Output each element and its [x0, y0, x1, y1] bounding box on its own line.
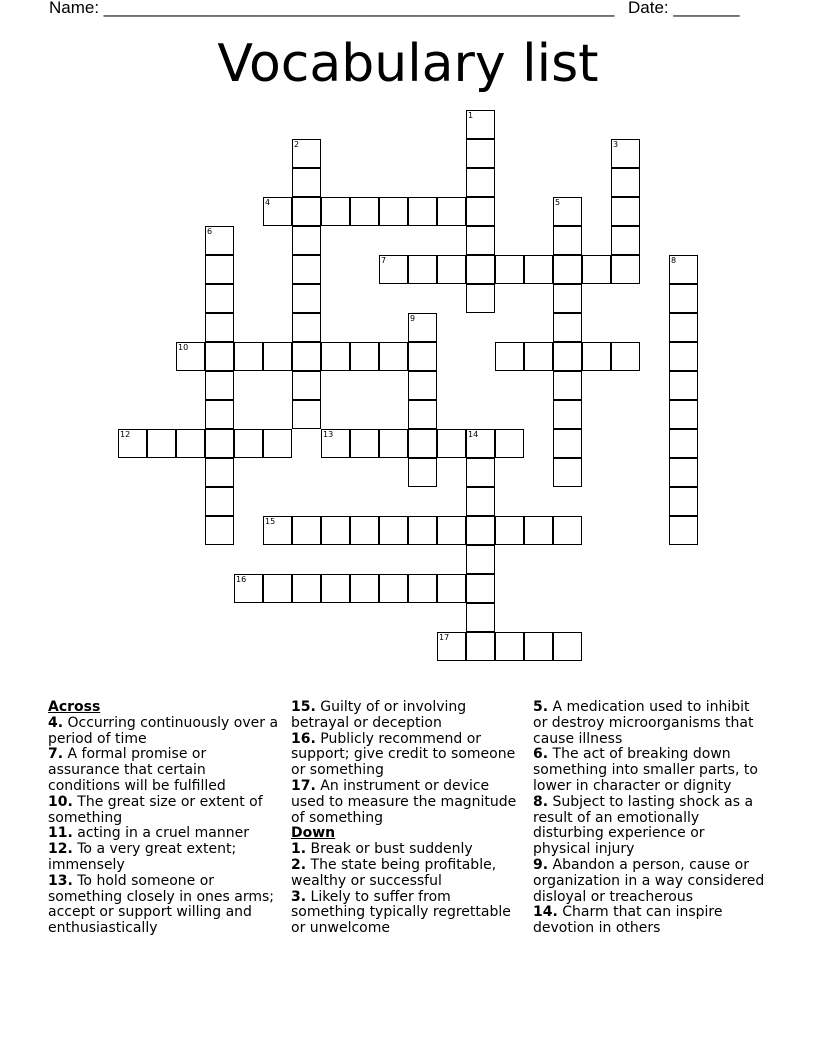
clue-number: 15 [265, 517, 276, 526]
grid-cell[interactable] [292, 139, 321, 168]
grid-cell[interactable] [205, 516, 234, 545]
grid-cell[interactable] [553, 400, 582, 429]
grid-cell[interactable] [466, 168, 495, 197]
grid-cell[interactable] [524, 516, 553, 545]
grid-cell[interactable] [466, 516, 495, 545]
grid-cell[interactable] [408, 458, 437, 487]
clue-down-9: 9. Abandon a person, cause or organization in a way considered disloyal or treacherous [533, 856, 765, 905]
grid-cell[interactable] [205, 313, 234, 342]
grid-cell[interactable] [408, 313, 437, 342]
grid-cell[interactable] [466, 110, 495, 139]
grid-cell[interactable] [205, 400, 234, 429]
grid-cell[interactable] [553, 458, 582, 487]
grid-cell[interactable] [205, 429, 234, 458]
grid-cell[interactable] [553, 342, 582, 371]
grid-cell[interactable] [292, 255, 321, 284]
down-heading: Down [291, 825, 336, 842]
grid-cell[interactable] [292, 574, 321, 603]
clue-number: 3 [613, 140, 619, 149]
grid-cell[interactable] [669, 255, 698, 284]
grid-cell[interactable] [205, 371, 234, 400]
clue-down-3: 3. Likely to suffer from something typically regrettable or unwelcome [291, 888, 511, 937]
grid-cell[interactable] [408, 197, 437, 226]
grid-cell[interactable] [553, 632, 582, 661]
grid-cell[interactable] [553, 429, 582, 458]
grid-cell[interactable] [524, 632, 553, 661]
grid-cell[interactable] [408, 342, 437, 371]
clue-across-17: 17. An instrument or device used to measure the magnitude of something [291, 777, 517, 826]
clue-number: 4 [265, 198, 271, 207]
grid-cell[interactable] [205, 458, 234, 487]
clue-number: 10 [178, 343, 189, 352]
grid-cell[interactable] [437, 574, 466, 603]
grid-cell[interactable] [437, 255, 466, 284]
grid-cell[interactable] [263, 574, 292, 603]
grid-cell[interactable] [437, 197, 466, 226]
clue-across-16: 16. Publicly recommend or support; give credit to someone or something [291, 730, 516, 779]
grid-cell[interactable] [205, 342, 234, 371]
clue-down-2: 2. The state being profitable, wealthy or successful [291, 856, 497, 889]
grid-cell[interactable] [466, 574, 495, 603]
grid-cell[interactable] [553, 313, 582, 342]
grid-cell[interactable] [379, 342, 408, 371]
grid-cell[interactable] [205, 487, 234, 516]
grid-cell[interactable] [495, 516, 524, 545]
clue-number: 16 [236, 575, 247, 584]
grid-cell[interactable] [408, 429, 437, 458]
grid-cell[interactable] [466, 487, 495, 516]
grid-cell[interactable] [437, 429, 466, 458]
clue-number: 17 [439, 633, 450, 642]
grid-cell[interactable] [321, 342, 350, 371]
grid-cell[interactable] [553, 226, 582, 255]
grid-cell[interactable] [408, 400, 437, 429]
grid-cell[interactable] [408, 255, 437, 284]
grid-cell[interactable] [350, 574, 379, 603]
grid-cell[interactable] [263, 342, 292, 371]
grid-cell[interactable] [553, 197, 582, 226]
page-title: Vocabulary list [217, 34, 599, 94]
grid-cell[interactable] [553, 255, 582, 284]
grid-cell[interactable] [669, 313, 698, 342]
grid-cell[interactable] [495, 255, 524, 284]
grid-cell[interactable] [582, 342, 611, 371]
clue-number: 8 [671, 256, 677, 265]
grid-cell[interactable] [292, 342, 321, 371]
clue-number: 5 [555, 198, 561, 207]
clue-down-1: 1. Break or bust suddenly [291, 841, 473, 858]
grid-cell[interactable] [466, 632, 495, 661]
clue-across-7: 7. A formal promise or assurance that certain conditions will be fulfilled [48, 746, 226, 794]
clue-number: 2 [294, 140, 300, 149]
grid-cell[interactable] [263, 197, 292, 226]
grid-cell[interactable] [350, 197, 379, 226]
grid-cell[interactable] [553, 371, 582, 400]
clue-across-12: 12. To a very great extent; immensely [48, 841, 237, 873]
clues-column-3 [533, 700, 765, 937]
clue-down-8: 8. Subject to lasting shock as a result of an emotionally disturbing experience or physical injury [533, 793, 754, 858]
grid-cell[interactable] [205, 255, 234, 284]
grid-cell[interactable] [234, 574, 263, 603]
grid-cell[interactable] [611, 342, 640, 371]
grid-cell[interactable] [669, 516, 698, 545]
grid-cell[interactable] [292, 371, 321, 400]
grid-cell[interactable] [321, 429, 350, 458]
grid-cell[interactable] [466, 284, 495, 313]
clue-across-4: 4. Occurring continuously over a period of time [48, 714, 279, 747]
grid-cell[interactable] [611, 255, 640, 284]
grid-cell[interactable] [466, 429, 495, 458]
clue-number: 7 [381, 256, 387, 265]
clue-across-15: 15. Guilty of or involving betrayal or deception [291, 699, 467, 731]
clue-number: 9 [410, 314, 416, 323]
grid-cell[interactable] [350, 429, 379, 458]
grid-cell[interactable] [379, 197, 408, 226]
grid-cell[interactable] [611, 197, 640, 226]
grid-cell[interactable] [408, 574, 437, 603]
grid-cell[interactable] [524, 255, 553, 284]
grid-cell[interactable] [669, 458, 698, 487]
grid-cell[interactable] [292, 516, 321, 545]
grid-cell[interactable] [669, 342, 698, 371]
clue-number: 14 [468, 430, 479, 439]
grid-cell[interactable] [292, 313, 321, 342]
grid-cell[interactable] [495, 632, 524, 661]
name-field[interactable]: Name: ______________________________________________________ [49, 0, 615, 17]
grid-cell[interactable] [669, 371, 698, 400]
clue-number: 13 [323, 430, 334, 439]
grid-cell[interactable] [408, 516, 437, 545]
grid-cell[interactable] [118, 429, 147, 458]
clue-down-5: 5. A medication used to inhibit or destroy microorganisms that cause illness [533, 699, 754, 747]
grid-cell[interactable] [234, 342, 263, 371]
grid-cell[interactable] [234, 429, 263, 458]
grid-cell[interactable] [292, 197, 321, 226]
grid-cell[interactable] [669, 400, 698, 429]
grid-cell[interactable] [379, 255, 408, 284]
grid-cell[interactable] [466, 139, 495, 168]
grid-cell[interactable] [466, 545, 495, 574]
clue-across-11: 11. acting in a cruel manner [48, 825, 249, 842]
grid-cell[interactable] [524, 342, 553, 371]
date-field[interactable]: Date: _______ [628, 0, 740, 17]
grid-cell[interactable] [176, 342, 205, 371]
grid-cell[interactable] [466, 197, 495, 226]
clue-number: 6 [207, 227, 213, 236]
grid-cell[interactable] [466, 226, 495, 255]
grid-cell[interactable] [205, 226, 234, 255]
grid-cell[interactable] [466, 603, 495, 632]
grid-cell[interactable] [350, 342, 379, 371]
grid-cell[interactable] [263, 429, 292, 458]
clue-number: 12 [120, 430, 131, 439]
grid-cell[interactable] [495, 429, 524, 458]
grid-cell[interactable] [611, 168, 640, 197]
grid-cell[interactable] [466, 255, 495, 284]
grid-cell[interactable] [176, 429, 205, 458]
grid-cell[interactable] [147, 429, 176, 458]
grid-cell[interactable] [321, 197, 350, 226]
grid-cell[interactable] [466, 458, 495, 487]
grid-cell[interactable] [292, 284, 321, 313]
grid-cell[interactable] [611, 226, 640, 255]
clues-column-1 [48, 700, 280, 937]
grid-cell[interactable] [350, 516, 379, 545]
clues-column-2 [291, 700, 523, 937]
grid-cell[interactable] [669, 429, 698, 458]
grid-cell[interactable] [669, 487, 698, 516]
grid-cell[interactable] [495, 342, 524, 371]
grid-cell[interactable] [437, 516, 466, 545]
grid-cell[interactable] [379, 516, 408, 545]
grid-cell[interactable] [379, 574, 408, 603]
grid-cell[interactable] [582, 255, 611, 284]
grid-cell[interactable] [611, 139, 640, 168]
grid-cell[interactable] [263, 516, 292, 545]
grid-cell[interactable] [292, 226, 321, 255]
grid-cell[interactable] [669, 284, 698, 313]
grid-cell[interactable] [437, 632, 466, 661]
grid-cell[interactable] [408, 371, 437, 400]
clue-down-14: 14. Charm that can inspire devotion in others [533, 904, 723, 937]
grid-cell[interactable] [321, 574, 350, 603]
clue-across-13: 13. To hold someone or something closely in ones arms; accept or support willing and enthusiastically [48, 872, 275, 937]
clue-down-6: 6. The act of breaking down something into smaller parts, to lower in character or dignity [533, 746, 758, 794]
grid-cell[interactable] [379, 429, 408, 458]
grid-cell[interactable] [205, 284, 234, 313]
across-heading: Across [48, 699, 101, 715]
grid-cell[interactable] [553, 284, 582, 313]
grid-cell[interactable] [553, 516, 582, 545]
grid-cell[interactable] [292, 168, 321, 197]
grid-cell[interactable] [321, 516, 350, 545]
clue-across-10: 10. The great size or extent of something [48, 793, 263, 826]
clue-number: 1 [468, 111, 474, 120]
grid-cell[interactable] [292, 400, 321, 429]
